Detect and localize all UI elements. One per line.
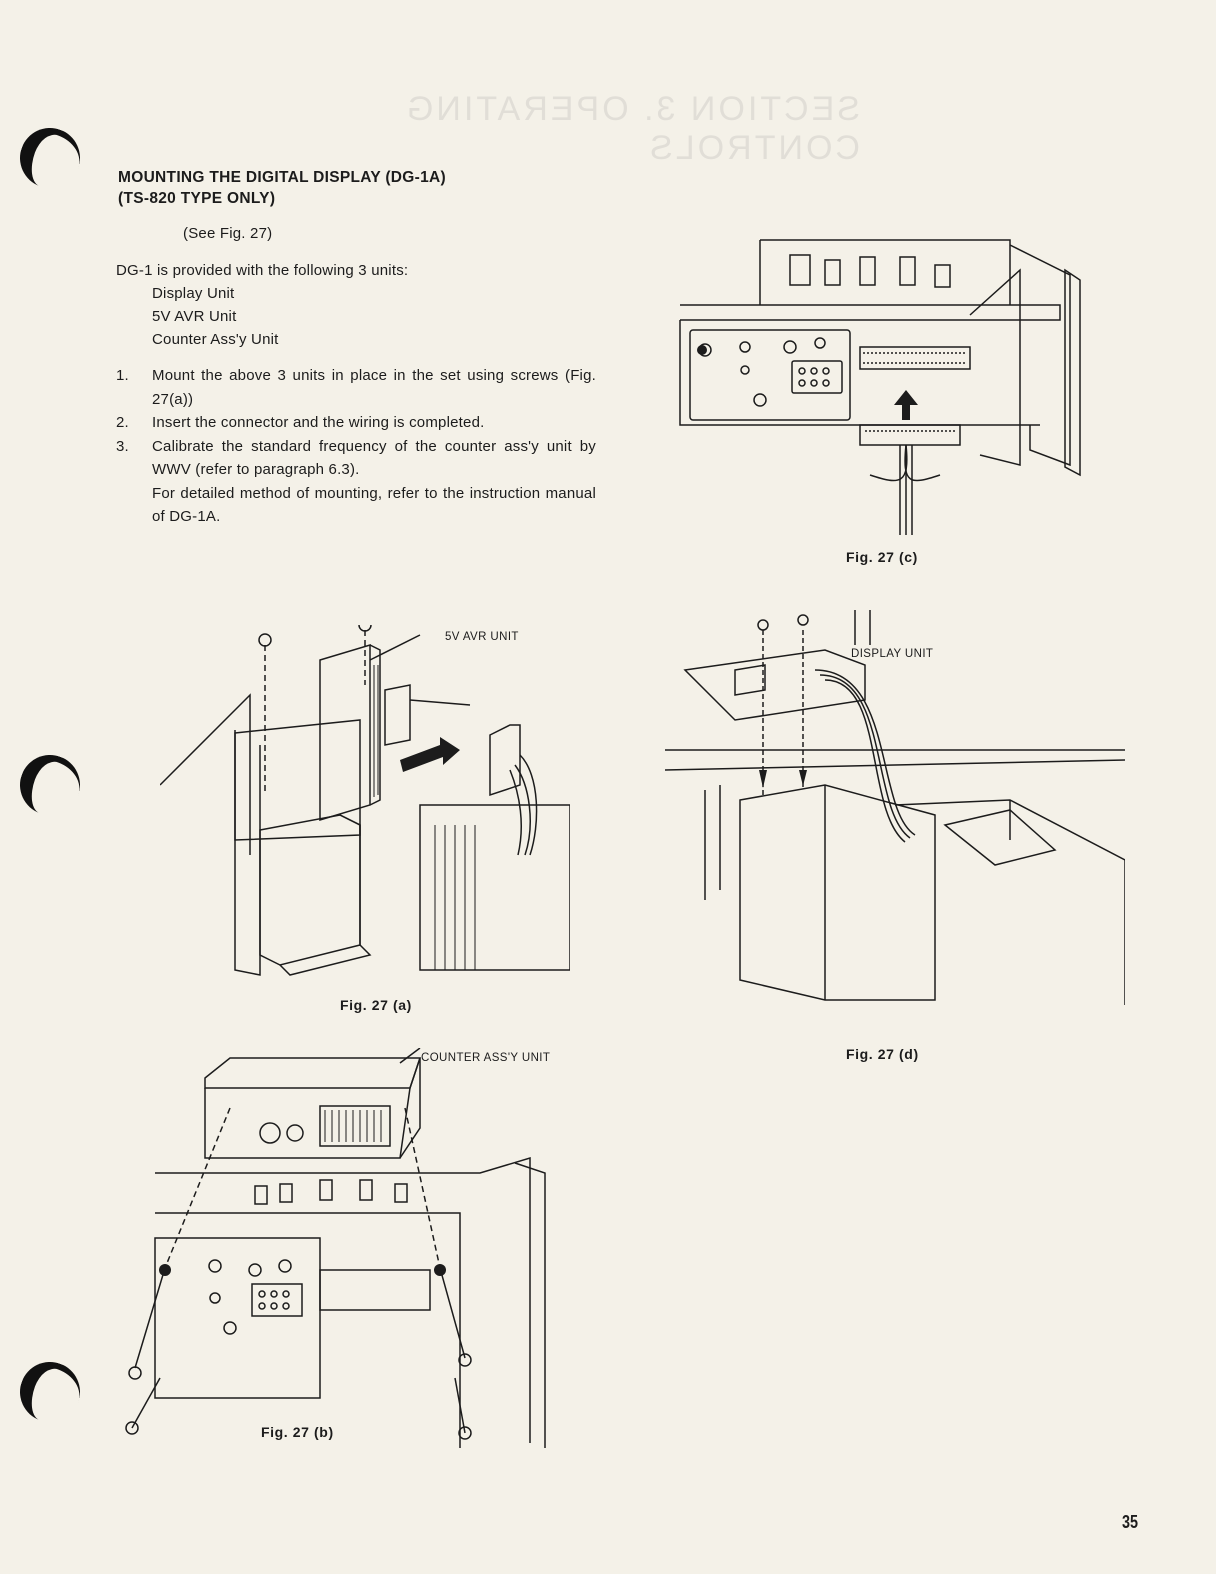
label-5v-avr-unit: 5V AVR UNIT bbox=[445, 631, 519, 643]
step-text: Calibrate the standard frequency of the counter ass'y unit by WWV (refer to paragraph 6.3). bbox=[152, 437, 596, 478]
step-number: 2. bbox=[116, 414, 129, 431]
unit-counter: Counter Ass'y Unit bbox=[152, 331, 279, 348]
figure-27a-drawing bbox=[160, 625, 570, 995]
figure-27c-caption: Fig. 27 (c) bbox=[846, 549, 918, 565]
steps-list bbox=[116, 364, 596, 529]
binder-hole bbox=[12, 1354, 89, 1431]
see-fig-note: (See Fig. 27) bbox=[183, 225, 273, 242]
unit-5v-avr: 5V AVR Unit bbox=[152, 308, 237, 325]
figure-27b-caption: Fig. 27 (b) bbox=[261, 1424, 334, 1440]
step-item bbox=[116, 411, 596, 435]
step-item bbox=[116, 364, 596, 411]
figure-27c-drawing bbox=[670, 235, 1110, 555]
step-text: Mount the above 3 units in place in the set using screws (Fig. 27(a)) bbox=[152, 367, 596, 408]
unit-display: Display Unit bbox=[152, 285, 235, 302]
figure-27a-caption: Fig. 27 (a) bbox=[340, 997, 412, 1013]
page-number: 35 bbox=[1122, 1512, 1139, 1532]
heading-line-1: MOUNTING THE DIGITAL DISPLAY (DG-1A) bbox=[118, 169, 446, 186]
step-note-text: For detailed method of mounting, refer to the instruction manual of DG-1A. bbox=[152, 484, 596, 525]
step-text: Insert the connector and the wiring is completed. bbox=[152, 414, 485, 431]
step-number: 1. bbox=[116, 367, 129, 384]
figure-27d-caption: Fig. 27 (d) bbox=[846, 1046, 919, 1062]
section-heading bbox=[118, 167, 446, 209]
figure-27b-drawing bbox=[120, 1048, 550, 1448]
label-display-unit: DISPLAY UNIT bbox=[851, 648, 934, 660]
step-number: 3. bbox=[116, 437, 129, 455]
intro-text: DG-1 is provided with the following 3 units: bbox=[116, 262, 409, 279]
binder-hole bbox=[12, 120, 89, 197]
binder-hole bbox=[12, 747, 89, 824]
step-note bbox=[116, 482, 596, 529]
heading-line-2: (TS-820 TYPE ONLY) bbox=[118, 190, 276, 207]
figure-27d-drawing bbox=[665, 610, 1125, 1005]
bleed-through-text: SECTION 3. OPERATING CONTROLS bbox=[403, 90, 860, 167]
label-counter-assy-unit: COUNTER ASS'Y UNIT bbox=[421, 1052, 551, 1064]
step-item bbox=[116, 435, 596, 482]
